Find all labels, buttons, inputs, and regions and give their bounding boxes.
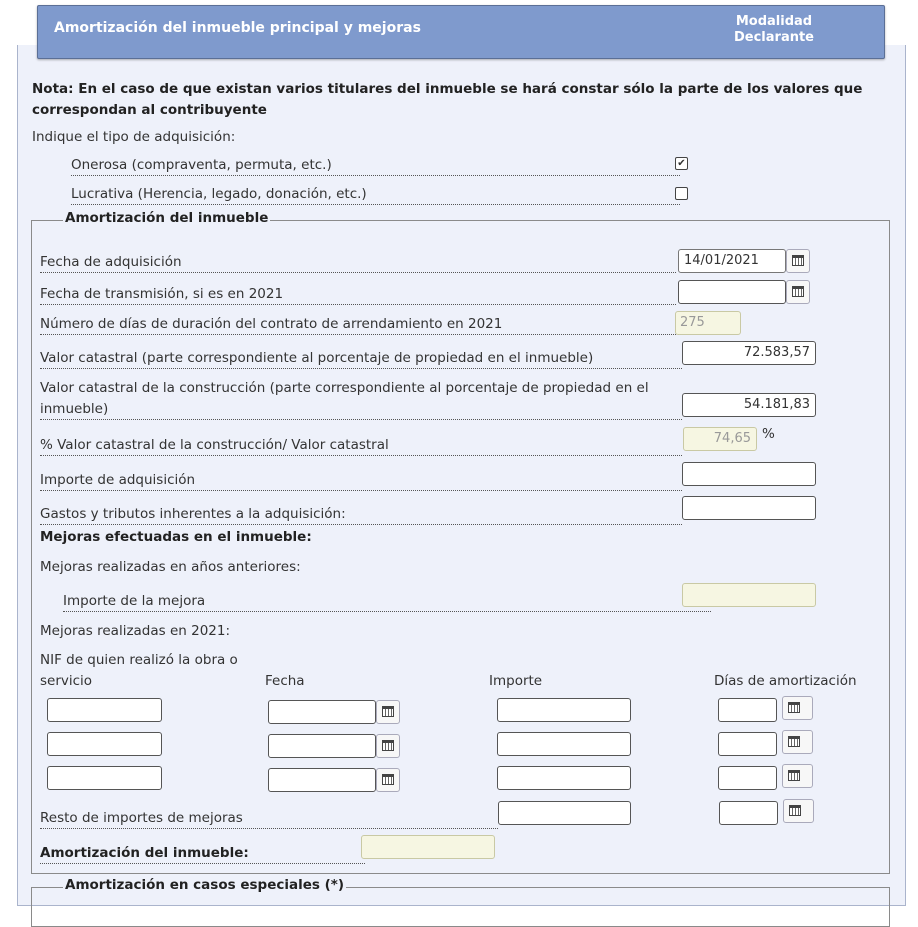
calendar-icon[interactable] <box>782 764 813 788</box>
calendar-icon[interactable] <box>782 696 813 720</box>
resto-importe-input[interactable] <box>498 801 631 825</box>
mejoras-anteriores-label: Mejoras realizadas en años anteriores: <box>40 559 301 575</box>
calendar-icon[interactable] <box>376 734 400 758</box>
mejora-importe-input[interactable] <box>497 698 631 722</box>
valor-catastral-input[interactable]: 72.583,57 <box>682 341 816 365</box>
section-title: Amortización del inmueble principal y mejoras <box>54 20 421 36</box>
mejora-dias-input[interactable] <box>718 732 777 756</box>
fecha-transmision-input[interactable] <box>678 280 786 304</box>
mejora-importe-input[interactable] <box>497 732 631 756</box>
importe-adquisicion-input[interactable] <box>682 462 816 486</box>
mejora-fecha-input[interactable] <box>268 768 376 792</box>
mode-label-line2: Declarante <box>733 30 814 45</box>
calendar-icon[interactable] <box>786 280 810 304</box>
mejoras-2021-label: Mejoras realizadas en 2021: <box>40 623 231 639</box>
acquisition-prompt: Indique el tipo de adquisición: <box>32 129 236 145</box>
col-fecha-header: Fecha <box>265 673 305 689</box>
fecha-adquisicion-input[interactable]: 14/01/2021 <box>678 249 786 273</box>
gastos-tributos-input[interactable] <box>682 496 816 520</box>
mejoras-heading: Mejoras efectuadas en el inmueble: <box>40 529 312 545</box>
fecha-adquisicion-label: Fecha de adquisición <box>40 254 676 273</box>
calendar-icon[interactable] <box>783 799 814 823</box>
calendar-icon[interactable] <box>376 700 400 724</box>
mejora-fecha-input[interactable] <box>268 700 376 724</box>
onerosa-checkbox[interactable]: ✔ <box>675 157 688 170</box>
amortizacion-legend: Amortización del inmueble <box>65 210 269 226</box>
mejora-fecha-input[interactable] <box>268 734 376 758</box>
importe-adquisicion-label: Importe de adquisición <box>40 472 682 491</box>
note-text: Nota: En el caso de que existan varios titulares del inmueble se hará constar sólo la parte de los valores que correspondan al contribuyente <box>32 81 863 118</box>
mode-label-line1: Modalidad <box>735 14 813 29</box>
calendar-icon[interactable] <box>376 768 400 792</box>
importe-mejora-input <box>682 583 816 607</box>
amortizacion-total-input <box>361 835 495 859</box>
calendar-icon[interactable] <box>782 730 813 754</box>
dias-contrato-input: 275 <box>675 311 741 335</box>
mejora-nif-input[interactable] <box>47 732 162 756</box>
percent-unit: % <box>762 426 775 442</box>
lucrativa-label: Lucrativa (Herencia, legado, donación, etc.) <box>71 186 680 205</box>
calendar-icon[interactable] <box>786 249 810 273</box>
mejora-importe-input[interactable] <box>497 766 631 790</box>
valor-construccion-input[interactable]: 54.181,83 <box>682 393 816 417</box>
mejora-dias-input[interactable] <box>718 698 777 722</box>
porcentaje-construccion-label: % Valor catastral de la construcción/ Valor catastral <box>40 437 682 456</box>
mejora-nif-input[interactable] <box>47 698 162 722</box>
especiales-legend: Amortización en casos especiales (*) <box>65 877 345 893</box>
resto-dias-input[interactable] <box>719 801 778 825</box>
section-header <box>37 5 885 59</box>
col-nif-header-line2: servicio <box>40 673 93 689</box>
amortizacion-total-label: Amortización del inmueble: <box>40 845 365 864</box>
especiales-fieldset <box>31 887 890 927</box>
mejora-nif-input[interactable] <box>47 766 162 790</box>
col-nif-header-line1: NIF de quien realizó la obra o <box>40 652 238 668</box>
porcentaje-construccion-input: 74,65 <box>683 427 757 451</box>
gastos-tributos-label: Gastos y tributos inherentes a la adquisición: <box>40 506 682 525</box>
col-dias-header: Días de amortización <box>714 673 857 689</box>
valor-catastral-label: Valor catastral (parte correspondiente al porcentaje de propiedad en el inmueble) <box>40 350 682 369</box>
dias-contrato-label: Número de días de duración del contrato de arrendamiento en 2021 <box>40 316 676 335</box>
col-importe-header: Importe <box>489 673 543 689</box>
mode-label <box>734 14 814 46</box>
resto-mejoras-label: Resto de importes de mejoras <box>40 810 498 829</box>
fecha-transmision-label: Fecha de transmisión, si es en 2021 <box>40 286 676 305</box>
lucrativa-checkbox[interactable] <box>675 187 688 200</box>
valor-construccion-label-line1: Valor catastral de la construcción (parte correspondiente al porcentaje de propiedad en el <box>40 380 649 396</box>
valor-construccion-label: inmueble) <box>40 401 682 420</box>
onerosa-label: Onerosa (compraventa, permuta, etc.) <box>71 157 680 176</box>
importe-mejora-label: Importe de la mejora <box>63 593 711 612</box>
mejora-dias-input[interactable] <box>718 766 777 790</box>
